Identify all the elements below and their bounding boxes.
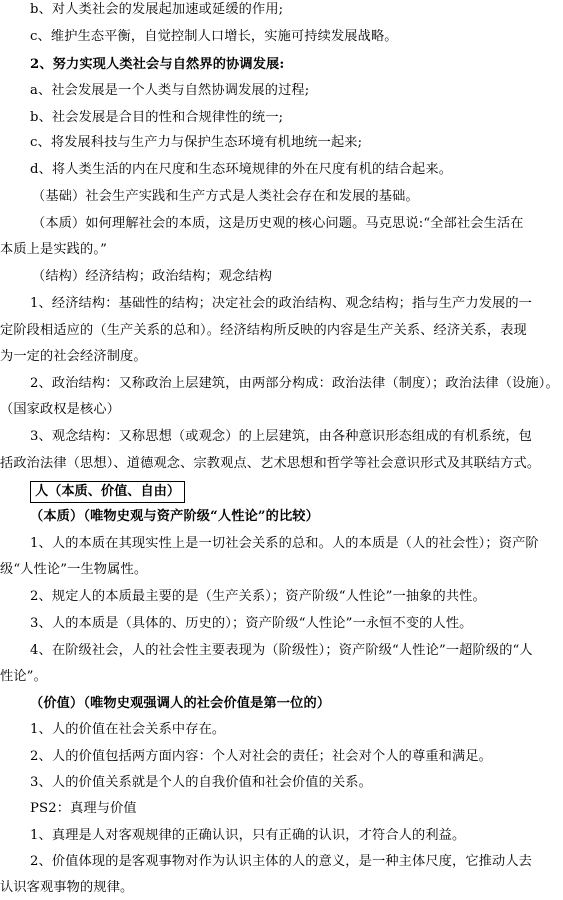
text-line: c、维护生态平衡，自觉控制人口增长，实施可持续发展战略。 — [30, 29, 398, 44]
text-line: （基础）社会生产实践和生产方式是人类社会存在和发展的基础。 — [32, 189, 419, 204]
text-line: 括政治法律（思想）、道德观念、宗教观点、艺术思想和哲学等社会意识形式及其联结方式。 — [0, 456, 541, 471]
boxed-section-title: 人（本质、价值、自由） — [30, 481, 185, 503]
text-line: 认识客观事物的规律。 — [0, 880, 134, 895]
text-line: b、对人类社会的发展起加速或延缓的作用; — [30, 2, 284, 17]
text-line: c、将发展科技与生产力与保护生态环境有机地统一起来; — [30, 135, 363, 150]
text-line: 1、经济结构：基础性的结构；决定社会的政治结构、观念结构；指与生产力发展的一 — [30, 296, 533, 311]
text-line: 4、在阶级社会，人的社会性主要表现为（阶级性）；资产阶级“人性论”一超阶级的“人 — [30, 643, 533, 658]
text-line: 1、人的本质在其现实性上是一切社会关系的总和。人的本质是（人的社会性）；资产阶 — [30, 536, 539, 551]
text-line: 为一定的社会经济制度。 — [0, 349, 147, 364]
section-heading: （价值）（唯物史观强调人的社会价值是第一位的） — [30, 696, 331, 711]
text-line: （国家政权是核心） — [0, 402, 121, 417]
text-line: 1、真理是人对客观规律的正确认识，只有正确的认识，才符合人的利益。 — [30, 828, 466, 843]
text-line: d、将人类生活的内在尺度和生态环境规律的外在尺度有机的结合起来。 — [30, 162, 453, 177]
text-line: a、社会发展是一个人类与自然协调发展的过程; — [30, 83, 310, 98]
text-line: b、社会发展是合目的性和合规律性的统一; — [30, 110, 284, 125]
text-line: 性论”。 — [0, 669, 47, 684]
text-line: 2、人的价值包括两方面内容：个人对社会的责任；社会对个人的尊重和满足。 — [30, 749, 493, 764]
text-line: PS2：真理与价值 — [30, 801, 137, 816]
text-line: 3、人的价值关系就是个人的自我价值和社会价值的关系。 — [30, 775, 372, 790]
text-line: 2、规定人的本质最主要的是（生产关系）；资产阶级“人性论”一抽象的共性。 — [30, 589, 486, 604]
text-line: 定阶段相适应的（生产关系的总和）。经济结构所反映的内容是生产关系、经济关系，表现 — [0, 323, 527, 338]
text-line: 2、价值体现的是客观事物对作为认识主体的人的意义，是一种主体尺度，它推动人去 — [30, 854, 533, 869]
text-line: （本质）如何理解社会的本质，这是历史观的核心问题。马克思说:“全部社会生活在 — [32, 216, 524, 231]
text-line: 3、人的本质是（具体的、历史的）；资产阶级“人性论”一永恒不变的人性。 — [30, 616, 473, 631]
section-heading: 2、努力实现人类社会与自然界的协调发展: — [30, 57, 285, 72]
text-line: （结构）经济结构；政治结构；观念结构 — [32, 269, 273, 284]
text-line: 本质上是实践的。” — [0, 242, 107, 257]
section-heading: （本质）（唯物史观与资产阶级“人性论”的比较） — [30, 509, 319, 524]
text-line: 级“人性论”一生物属性。 — [0, 562, 148, 577]
text-line: 3、观念结构：又称思想（或观念）的上层建筑，由各种意识形态组成的有机系统，包 — [30, 429, 533, 444]
text-line: 1、人的价值在社会关系中存在。 — [30, 722, 226, 737]
text-line: 2、政治结构：又称政治上层建筑，由两部分构成：政治法律（制度）；政治法律（设施）。 — [30, 376, 559, 391]
